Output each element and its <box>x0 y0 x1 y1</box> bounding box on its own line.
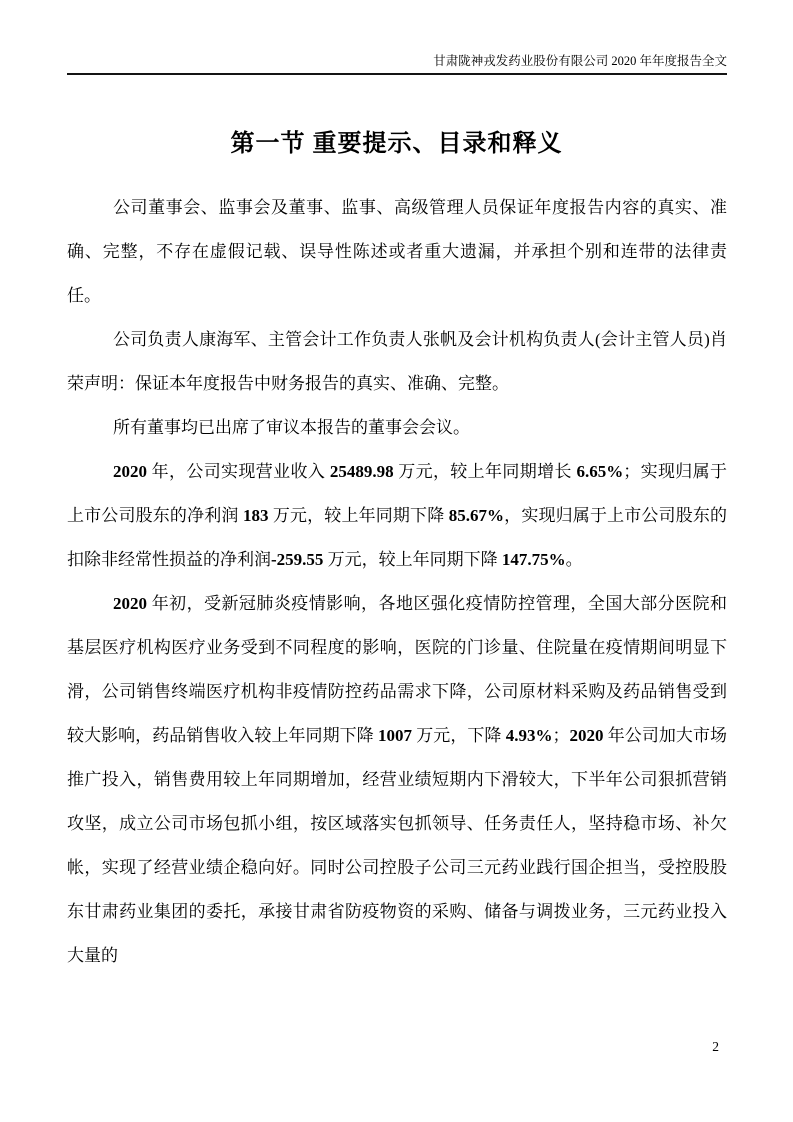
text-run: 万元，较上年同期增长 <box>393 462 577 481</box>
text-run: 万元，较上年同期下降 <box>268 506 449 525</box>
text-run: 年，公司实现营业收入 <box>147 462 330 481</box>
paragraph <box>67 318 727 406</box>
text-run: 万元，较上年同期下降 <box>323 550 502 569</box>
text-run: ，实现归属于上市公司股东的扣除非经常性损益的净利润 <box>67 506 728 569</box>
text-run: 公司董事会、监事会及董事、监事、高级管理人员保证年度报告内容的真实、准确、完整，不存在虚假记载、误导性陈述或者重大遗漏，并承担个别和连带的法律责任。 <box>67 198 727 305</box>
text-run: 年初，受新冠肺炎疫情影响，各地区强化疫情防控管理，全国大部分医院和基层医疗机构医疗业务受到不同程度的影响，医院的门诊量、住院量在疫情期间明显下滑，公司销售终端医疗机构非疫情防控药品需求下降，公司原材料采购及药品销售受到较大影响，药品销售收入较上年同期下降 <box>67 594 727 745</box>
paragraph <box>67 186 727 318</box>
body-text <box>67 186 727 978</box>
text-run: 所有董事均已出席了审议本报告的董事会会议。 <box>113 418 470 437</box>
text-run: ；实现归属于上市公司股东的净利润 <box>67 462 728 525</box>
page-header <box>67 53 727 70</box>
bold-text-run: 85.67% <box>448 506 505 525</box>
paragraph <box>67 582 727 978</box>
bold-text-run: 25489.98 <box>329 462 394 481</box>
text-run: 年公司加大市场推广投入，销售费用较上年同期增加，经营业绩短期内下滑较大，下半年公司狠抓营销攻坚，成立公司市场包抓小组，按区域落实包抓领导、任务责任人，坚持稳市场、补欠帐，实现了经营业绩企稳向好。同时公司控股子公司三元药业践行国企担当，受控股股东甘肃药业集团的委托，承接甘肃省防疫物资的采购、储备与调拨业务，三元药业投入大量的 <box>67 726 727 965</box>
bold-text-run: 147.75% <box>501 550 566 569</box>
bold-text-run: 1007 <box>377 726 412 745</box>
header-text: 甘肃陇神戎发药业股份有限公司 2020 年年度报告全文 <box>433 54 727 68</box>
text-run: 公司负责人康海军、主管会计工作负责人张帆及会计机构负责人(会计主管人员)肖荣声明：保证本年度报告中财务报告的真实、准确、完整。 <box>67 330 727 393</box>
bold-text-run: 2020 <box>569 726 604 745</box>
paragraph <box>67 450 727 582</box>
bold-text-run: 2020 <box>113 462 147 481</box>
bold-text-run: 2020 <box>113 594 147 613</box>
text-run: 万元，下降 <box>411 726 506 745</box>
paragraph <box>67 406 727 450</box>
bold-text-run: 183 <box>242 506 269 525</box>
page-number: 2 <box>712 1039 719 1054</box>
bold-text-run: 4.93% <box>505 726 553 745</box>
text-run: ； <box>552 726 570 745</box>
section-title: 第一节 重要提示、目录和释义 <box>230 131 563 157</box>
text-run: 。 <box>565 550 583 569</box>
bold-text-run: -259.55 <box>271 550 324 569</box>
bold-text-run: 6.65% <box>576 462 624 481</box>
header-rule <box>67 73 727 75</box>
